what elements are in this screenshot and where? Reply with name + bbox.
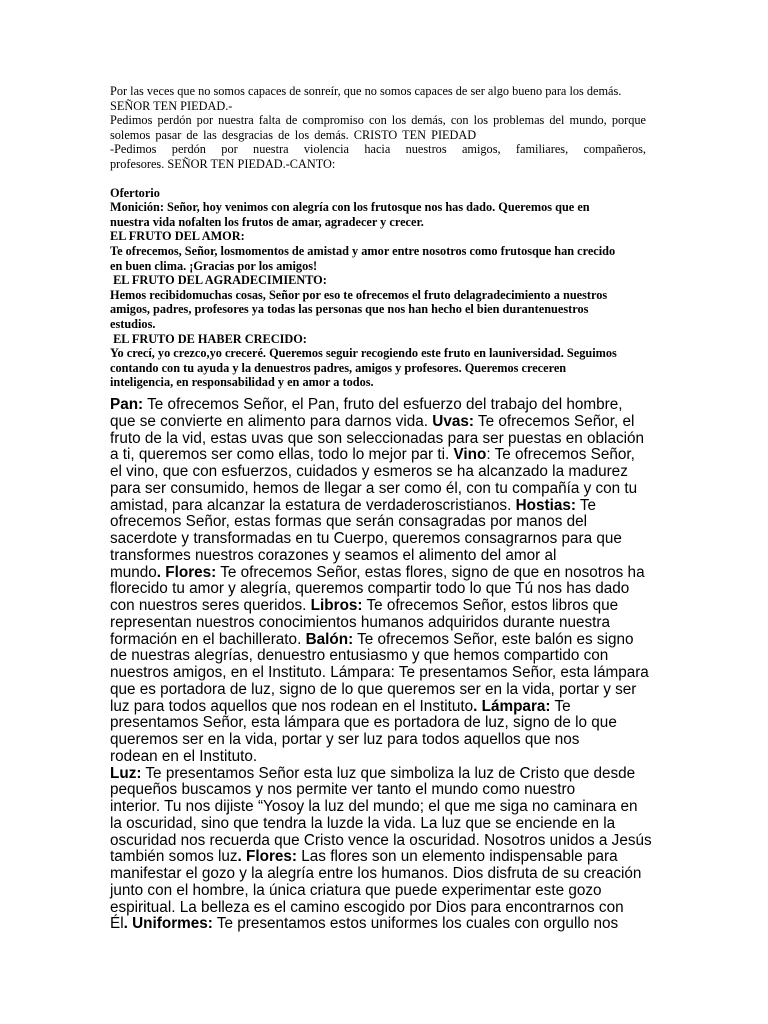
offerings-section [110, 397, 658, 933]
offering-text: con nuestros seres queridos. [110, 597, 311, 614]
offering-text: mundo [110, 563, 157, 581]
offering-line [110, 699, 658, 716]
offering-line: para ser consumido, hemos de llegar a ser como él, con tu compañía y con tu [110, 479, 638, 497]
fruto-agradecimiento-heading: EL FRUTO DEL AGRADECIMIENTO: [110, 273, 327, 288]
offering-line: el vino, que con esfuerzos, cuidados y esmeros se ha alcanzado la madurez [110, 463, 628, 480]
offering-line: pequeños buscamos y nos permite ver tanto el mundo como nuestro [110, 781, 576, 799]
offering-text: Las flores son un elemento indispensable para [297, 848, 618, 866]
offering-line: queremos ser en la vida, portar y ser luz para todos aquellos que nos [110, 731, 580, 748]
offering-line: de nuestras alegrías, denuestro entusiasmo y que hemos compartido con [110, 647, 609, 665]
fruto-amor-text: en buen clima. ¡Gracias por los amigos! [110, 258, 318, 273]
penance-line: profesores. SEÑOR TEN PIEDAD.-CANTO: [110, 156, 336, 171]
penance-line: Pedimos perdón por nuestra falta de compromiso con los demás, con los problemas del mundo, porque [110, 113, 646, 128]
penitential-and-offertory-section [110, 84, 646, 390]
offering-line: florecido tu amor y alegría, queremos compartir todo lo que Tú nos has dado [110, 580, 630, 598]
offering-text: que se convierte en alimento para darnos vida. [110, 412, 433, 430]
offering-text: : Te ofrecemos Señor, [486, 446, 635, 464]
offering-line: que es portadora de luz, signo de lo que queremos ser en la vida, portar y ser [110, 680, 637, 698]
offering-line: junto con el hombre, la única criatura que puede experimentar este gozo [110, 881, 602, 899]
offering-text: amistad, para alcanzar la estatura de verdaderoscristianos. [110, 496, 516, 514]
offering-label-libros: Libros: [310, 597, 363, 614]
offering-text: Te [575, 496, 597, 514]
offering-text: formación en el bachillerato. [110, 630, 306, 648]
offering-label-flores: . Flores: [237, 848, 298, 866]
offering-line: espiritual. La belleza es el camino escogido por Dios para encontrarnos con [110, 898, 624, 916]
offering-text: Te ofrecemos Señor, el Pan, fruto del esfuerzo del trabajo del hombre, [143, 396, 623, 413]
offering-line: oscuridad nos recuerda que Cristo vence la oscuridad. Nosotros unidos a Jesús [110, 831, 652, 849]
penance-response: SEÑOR TEN PIEDAD.- [110, 98, 233, 113]
offering-label-vino: Vino [453, 446, 487, 464]
offering-line [110, 498, 658, 515]
offering-line: rodean en el Instituto. [110, 747, 258, 765]
offering-line [110, 565, 658, 582]
offering-text: luz para todos aquellos que nos rodean en el Instituto [110, 697, 474, 715]
fruto-agradecimiento-text: amigos, padres, profesores ya todas las personas que nos han hecho el bien durantenuestros [110, 302, 589, 317]
offering-line: nuestros amigos, en el Instituto. Lámpara: Te presentamos Señor, esta lámpara [110, 664, 649, 681]
offering-label-balon: Balón: [305, 630, 354, 648]
offertory-heading: Ofertorio [110, 185, 160, 200]
offering-line: sacerdote y transformadas en tu Cuerpo, queremos consagrarnos para que [110, 530, 622, 547]
offering-line: ofrecemos Señor, estas formas que serán consagradas por manos del [110, 513, 588, 531]
fruto-crecido-heading: EL FRUTO DE HABER CRECIDO: [110, 331, 307, 346]
offering-label-luz: Luz: [110, 764, 142, 782]
offering-line [110, 447, 658, 464]
fruto-amor-text: Te ofrecemos, Señor, losmomentos de amistad y amor entre nosotros como frutosque han crecido [110, 243, 616, 258]
offering-line [110, 766, 658, 783]
offering-line: transformes nuestros corazones y seamos el alimento del amor al [110, 546, 557, 564]
offering-text: Te presentamos Señor esta luz que simboliza la luz de Cristo que desde [141, 764, 636, 782]
penance-line: solemos pasar de las desgracias de los demás. CRISTO TEN PIEDAD [110, 127, 477, 142]
offering-text: Te [550, 697, 571, 715]
offering-text: Él [110, 915, 124, 933]
offering-line: interior. Tu nos dijiste “Yosoy la luz del mundo; el que me siga no caminara en [110, 798, 638, 815]
fruto-crecido-text: Yo crecí, yo crezco,yo creceré. Queremos seguir recogiendo este fruto en launiversidad. Seguimos [110, 346, 617, 361]
offering-line: representan nuestros conocimientos humanos adquiridos durante nuestra [110, 613, 611, 631]
offering-line [110, 916, 658, 933]
offering-label-lampara: . Lámpara: [473, 697, 551, 715]
offering-label-pan: Pan: [110, 396, 144, 413]
offering-label-hostias: Hostias: [515, 496, 576, 514]
offering-text: Te ofrecemos Señor, estos libros que [362, 597, 619, 614]
offering-label-flores: . Flores: [156, 563, 217, 581]
offering-line: manifestar el gozo y la alegría entre los humanos. Dios disfruta de su creación [110, 865, 642, 882]
monicion-text: Monición: Señor, hoy venimos con alegría con los frutosque nos has dado. Queremos que en [110, 200, 590, 215]
offering-line [110, 632, 658, 649]
offering-line [110, 598, 658, 615]
fruto-amor-heading: EL FRUTO DEL AMOR: [110, 229, 245, 244]
penance-line: -Pedimos perdón por nuestra violencia hacia nuestros amigos, familiares, compañeros, [110, 142, 646, 157]
offering-text: también somos luz [110, 848, 238, 866]
offering-line: la oscuridad, sino que tendra la luzde la vida. La luz que se enciende en la [110, 814, 616, 832]
offering-label-uvas: Uvas: [432, 412, 474, 430]
fruto-crecido-text: inteligencia, en responsabilidad y en amor a todos. [110, 375, 374, 390]
monicion-text: nuestra vida nofalten los frutos de amar, agradecer y crecer. [110, 214, 424, 229]
offering-line [110, 849, 658, 866]
offering-line [110, 414, 658, 431]
offering-line: presentamos Señor, esta lámpara que es portadora de luz, signo de lo que [110, 714, 617, 732]
fruto-agradecimiento-text: Hemos recibidomuchas cosas, Señor por eso te ofrecemos el fruto delagradecimiento a nuestros [110, 287, 608, 302]
fruto-agradecimiento-text: estudios. [110, 316, 156, 331]
penance-line: Por las veces que no somos capaces de sonreír, que no somos capaces de ser algo bueno para los demás. [110, 84, 622, 98]
offering-line [110, 397, 658, 414]
offering-text: Te presentamos estos uniformes los cuales con orgullo nos [212, 915, 619, 933]
offering-text: Te ofrecemos Señor, estas flores, signo de que en nosotros ha [216, 563, 645, 581]
offering-line: fruto de la vid, estas uvas que son seleccionadas para ser puestas en oblación [110, 429, 645, 447]
offering-label-uniformes: . Uniformes: [123, 915, 213, 933]
offering-text: Te ofrecemos Señor, este balón es signo [353, 630, 634, 648]
fruto-crecido-text: contando con tu ayuda y la denuestros padres, amigos y profesores. Queremos creceren [110, 360, 567, 375]
offering-text: Te ofrecemos Señor, el [473, 412, 635, 430]
offering-text: a ti, queremos ser como ellas, todo lo mejor par ti. [110, 446, 454, 464]
